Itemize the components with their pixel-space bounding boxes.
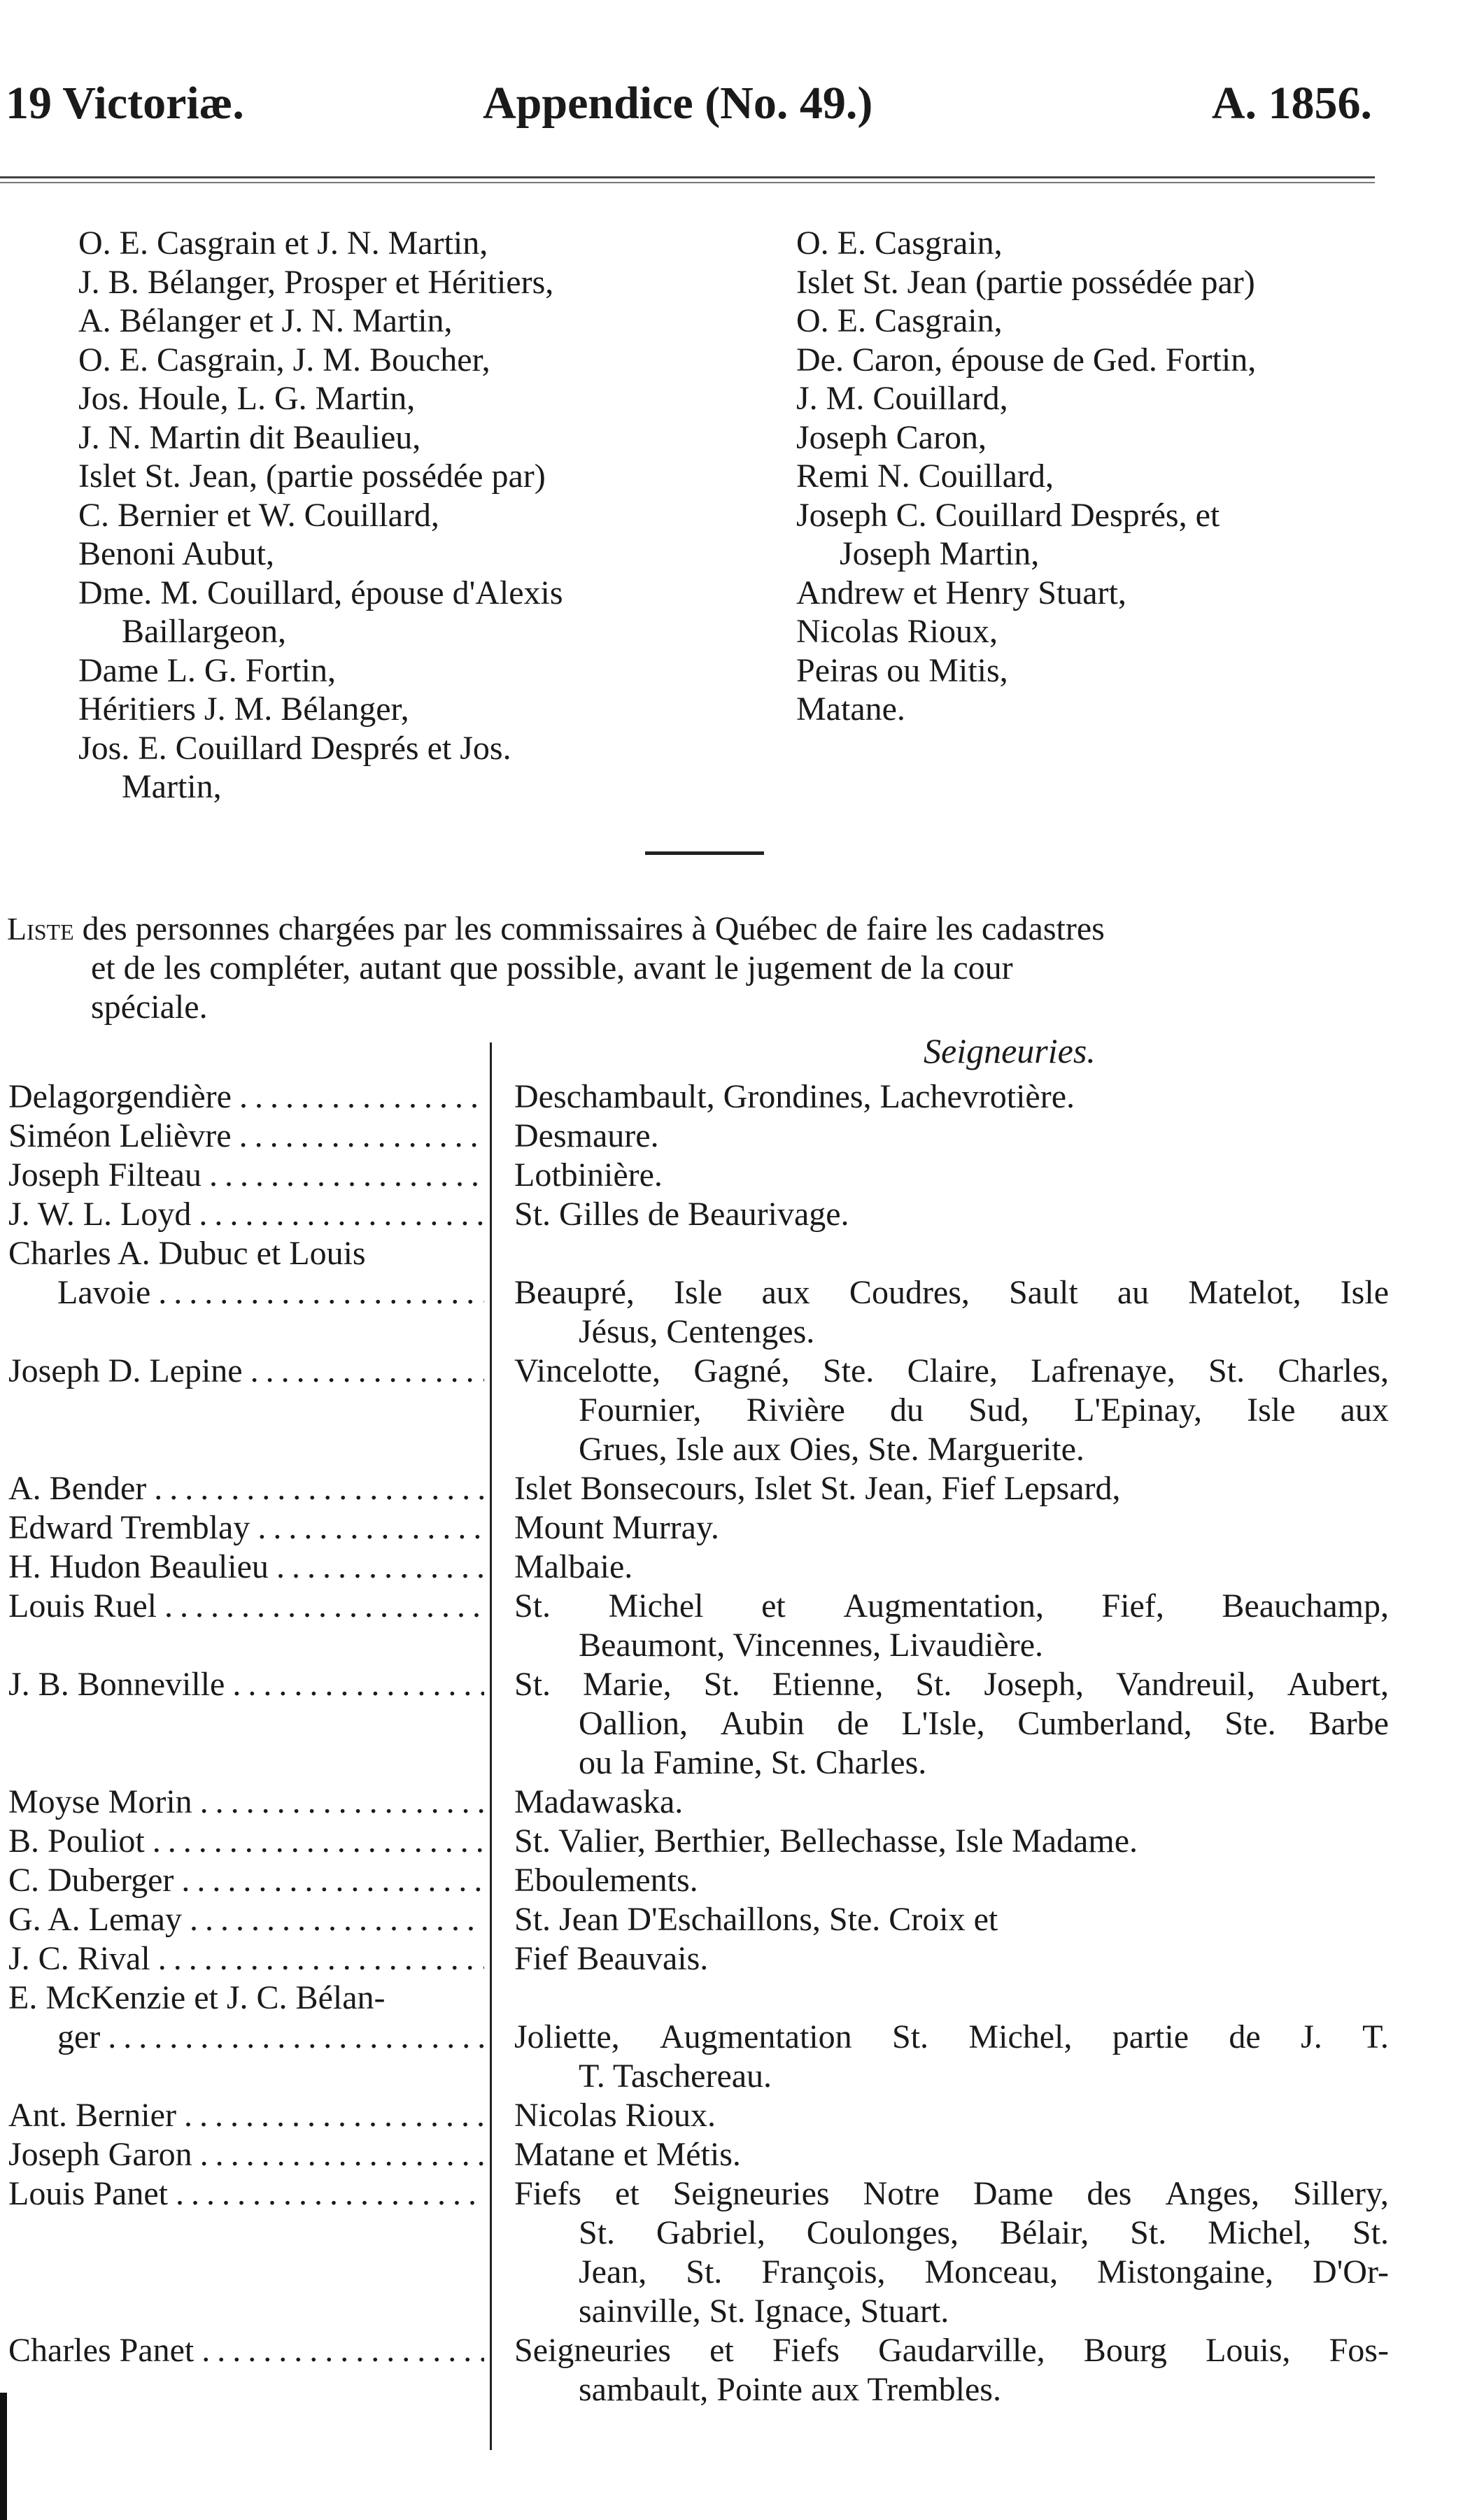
commissioner-name-text: J. W. L. Loyd . . . [8,1196,484,1233]
name-line: Martin, [122,768,222,805]
name-line: J. M. Couillard, [796,380,1008,417]
commissioner-name-text: Louis Panet . . . [8,2175,484,2212]
seigneurie-line: Deschambault, Grondines, Lachevrotière. [514,1078,1075,1115]
seigneurie-line: Nicolas Rioux. [514,2097,716,2134]
name-line: O. E. Casgrain et J. N. Martin, [78,225,488,262]
commissioner-name-text: Joseph D. Lepine . . . [8,1352,484,1389]
commissioner-name-text: Charles Panet . . . [8,2332,484,2369]
commissioner-name-line: Charles A. Dubuc et Louis [8,1235,366,1272]
name-line: A. Bélanger et J. N. Martin, [78,302,453,339]
commissioner-name [8,1077,484,1117]
name-line: Héritiers J. M. Bélanger, [78,691,409,728]
seigneuries-list [514,2174,1389,2331]
commissioner-name-text: Moyse Morin . . . [8,1783,484,1820]
name-line: Remi N. Couillard, [796,458,1054,495]
commissioner-name-text: Edward Tremblay . . . [8,1509,484,1546]
name-line: J. B. Bélanger, Prosper et Héritiers, [78,263,554,301]
commissioner-name [8,1665,484,1704]
seigneuries-list [514,1900,1389,1939]
seigneuries-list [514,1665,1389,1783]
seigneurie-line: Desmaure. [514,1117,659,1154]
intro-line-1 [7,909,1389,949]
seigneuries-list [514,1508,1389,1548]
seigneurie-line: Fiefs et Seigneuries Notre Dame des Anges, Sillery, [514,2175,1389,2212]
commissioner-name-text: G. A. Lemay . . . [8,1901,484,1938]
seigneuries-list [514,2018,1389,2096]
seigneurie-line: Madawaska. [514,1783,684,1820]
commissioner-name [8,1783,484,1822]
seigneurie-line: T. Taschereau. [579,2058,772,2095]
name-line: O. E. Casgrain, [796,225,1003,262]
seigneuries-list [514,2135,1389,2174]
seigneurie-line: Joliette, Augmentation St. Michel, partie de J. T. [514,2018,1389,2055]
commissioner-name [8,2096,484,2135]
seigneurie-line: Lotbinière. [514,1156,663,1194]
header-session: 19 Victoriæ. [6,78,244,129]
commissioner-name-text: B. Pouliot . . . [8,1822,484,1860]
name-line: O. E. Casgrain, [796,302,1003,339]
commissioner-name [8,1861,484,1900]
name-line: De. Caron, épouse de Ged. Fortin, [796,341,1257,378]
commissioner-name-text: H. Hudon Beaulieu . . . [8,1548,484,1585]
commissioner-name-text: Ant. Bernier . . . [8,2097,484,2134]
seigneurie-line: St. Marie, St. Etienne, St. Joseph, Vandreuil, Aubert, [514,1666,1389,1703]
name-line: Peiras ou Mitis, [796,651,1008,689]
seigneurie-line: St. Jean D'Eschaillons, Ste. Croix et [514,1901,998,1938]
seigneuries-heading: Seigneuries. [924,1031,1096,1070]
name-line: Joseph Caron, [796,418,987,456]
commissioner-name-text: J. C. Rival . . . [8,1940,484,1977]
seigneuries-list [514,1548,1389,1587]
header-year: A. 1856. [1211,78,1372,129]
names-column-left [78,224,708,807]
seigneurie-line: ou la Famine, St. Charles. [579,1744,927,1781]
page-header [0,70,1484,140]
name-line: Islet St. Jean (partie possédée par) [796,263,1255,301]
seigneurie-line: Beaumont, Vincennes, Livaudière. [579,1627,1044,1664]
seigneuries-list [514,1352,1389,1469]
commissioner-name-text: J. B. Bonneville . . . [8,1666,484,1703]
seigneuries-list [514,1939,1389,1979]
commissioner-name-text: Siméon Lelièvre . . . [8,1117,484,1154]
commissioner-name-line: E. McKenzie et J. C. Bélan- [8,1979,386,2016]
section-divider [645,851,764,855]
names-column-right [796,224,1398,729]
commissioner-name [8,2174,484,2214]
seigneurie-line: sainville, St. Ignace, Stuart. [579,2293,949,2330]
commissioner-name-text: Lavoie . . . [8,1274,484,1311]
name-line: Dame L. G. Fortin, [78,651,336,689]
seigneuries-list [514,1783,1389,1822]
commissioner-name [8,1939,484,1979]
commissioner-name [8,2135,484,2174]
name-line: C. Bernier et W. Couillard, [78,496,439,534]
seigneurie-line: Grues, Isle aux Oies, Ste. Marguerite. [579,1431,1084,1468]
table-column-rule [490,1042,492,2450]
commissioner-name [8,1900,484,1939]
seigneurie-line: Malbaie. [514,1548,633,1585]
commissioner-name [8,1195,484,1234]
list-intro [7,909,1389,1027]
intro-line-3: spéciale. [91,989,208,1026]
seigneuries-list [514,1469,1389,1508]
commissioner-name [8,1548,484,1587]
name-line: Islet St. Jean, (partie possédée par) [78,458,546,495]
seigneurie-line: Matane et Métis. [514,2136,741,2173]
intro-line-2: et de les compléter, autant que possible, avant le jugement de la cour [91,949,1013,986]
intro-lead: Liste [7,911,74,947]
intro-text-1: des personnes chargées par les commissaires à Québec de faire les cadastres [73,910,1105,947]
name-line: Benoni Aubut, [78,535,275,572]
commissioner-name [8,1822,484,1861]
seigneuries-list [514,1861,1389,1900]
name-line: O. E. Casgrain, J. M. Boucher, [78,341,490,378]
name-line: Matane. [796,691,905,728]
seigneurie-line: St. Michel et Augmentation, Fief, Beauchamp, [514,1587,1389,1624]
seigneurie-line: St. Valier, Berthier, Bellechasse, Isle Madame. [514,1822,1138,1860]
commissioner-name-text: Joseph Garon . . . [8,2136,484,2173]
commissioner-name-text: Joseph Filteau . . . [8,1156,484,1194]
name-line: Nicolas Rioux, [796,613,998,650]
commissioner-name [8,1469,484,1508]
seigneurie-line: Fief Beauvais. [514,1940,709,1977]
seigneurie-line: St. Gilles de Beaurivage. [514,1196,849,1233]
seigneurie-line: St. Gabriel, Coulonges, Bélair, St. Michel, St. [579,2214,1389,2251]
seigneuries-list [514,1273,1389,1352]
seigneurie-line: Jean, St. François, Monceau, Mistongaine, D'Or- [579,2253,1389,2291]
commissioner-name-text: C. Duberger . . . [8,1862,484,1899]
commissioner-name [8,2331,484,2370]
seigneuries-list [514,2096,1389,2135]
name-line: Baillargeon, [122,613,287,650]
seigneurie-line: Eboulements. [514,1862,698,1899]
commissioner-name-text: ger . . . [8,2018,484,2055]
seigneuries-list [514,1587,1389,1665]
seigneuries-list [514,1077,1389,1117]
header-rule [0,176,1375,183]
seigneurie-line: Jésus, Centenges. [579,1313,815,1350]
seigneurie-line: Islet Bonsecours, Islet St. Jean, Fief Lepsard, [514,1470,1121,1507]
name-line: J. N. Martin dit Beaulieu, [78,418,421,456]
seigneurie-line: Fournier, Rivière du Sud, L'Epinay, Isle aux [579,1392,1389,1429]
commissioner-name-text: Delagorgendière . . . [8,1078,484,1115]
name-line: Joseph Martin, [840,535,1040,572]
name-line: Jos. Houle, L. G. Martin, [78,380,416,417]
seigneuries-list [514,1117,1389,1156]
commissioner-name [8,1352,484,1391]
commissioner-name-text: Louis Ruel . . . [8,1587,484,1624]
commissioner-name [8,1508,484,1548]
seigneurie-line: Oallion, Aubin de L'Isle, Cumberland, Ste. Barbe [579,1705,1389,1742]
seigneuries-list [514,2331,1389,2409]
name-line: Andrew et Henry Stuart, [796,574,1126,611]
scan-edge-mark [0,2393,7,2520]
name-line: Dme. M. Couillard, épouse d'Alexis [78,574,563,611]
seigneurie-line: sambault, Pointe aux Trembles. [579,2371,1001,2408]
commissioner-name-text: A. Bender . . . [8,1470,484,1507]
name-line: Joseph C. Couillard Després, et [796,496,1220,534]
commissioner-name [8,1587,484,1626]
seigneuries-list [514,1195,1389,1234]
seigneurie-line: Beaupré, Isle aux Coudres, Sault au Matelot, Isle [514,1274,1389,1311]
seigneurie-line: Mount Murray. [514,1509,719,1546]
header-title: Appendice (No. 49.) [483,78,873,129]
commissioner-name [8,1979,484,2057]
commissioner-name [8,1156,484,1195]
commissioner-name [8,1117,484,1156]
seigneurie-line: Seigneuries et Fiefs Gaudarville, Bourg Louis, Fos- [514,2332,1389,2369]
seigneurie-line: Vincelotte, Gagné, Ste. Claire, Lafrenaye, St. Charles, [514,1352,1389,1389]
seigneuries-list [514,1156,1389,1195]
name-line: Jos. E. Couillard Després et Jos. [78,729,511,767]
seigneuries-list [514,1822,1389,1861]
commissioner-name [8,1234,484,1312]
